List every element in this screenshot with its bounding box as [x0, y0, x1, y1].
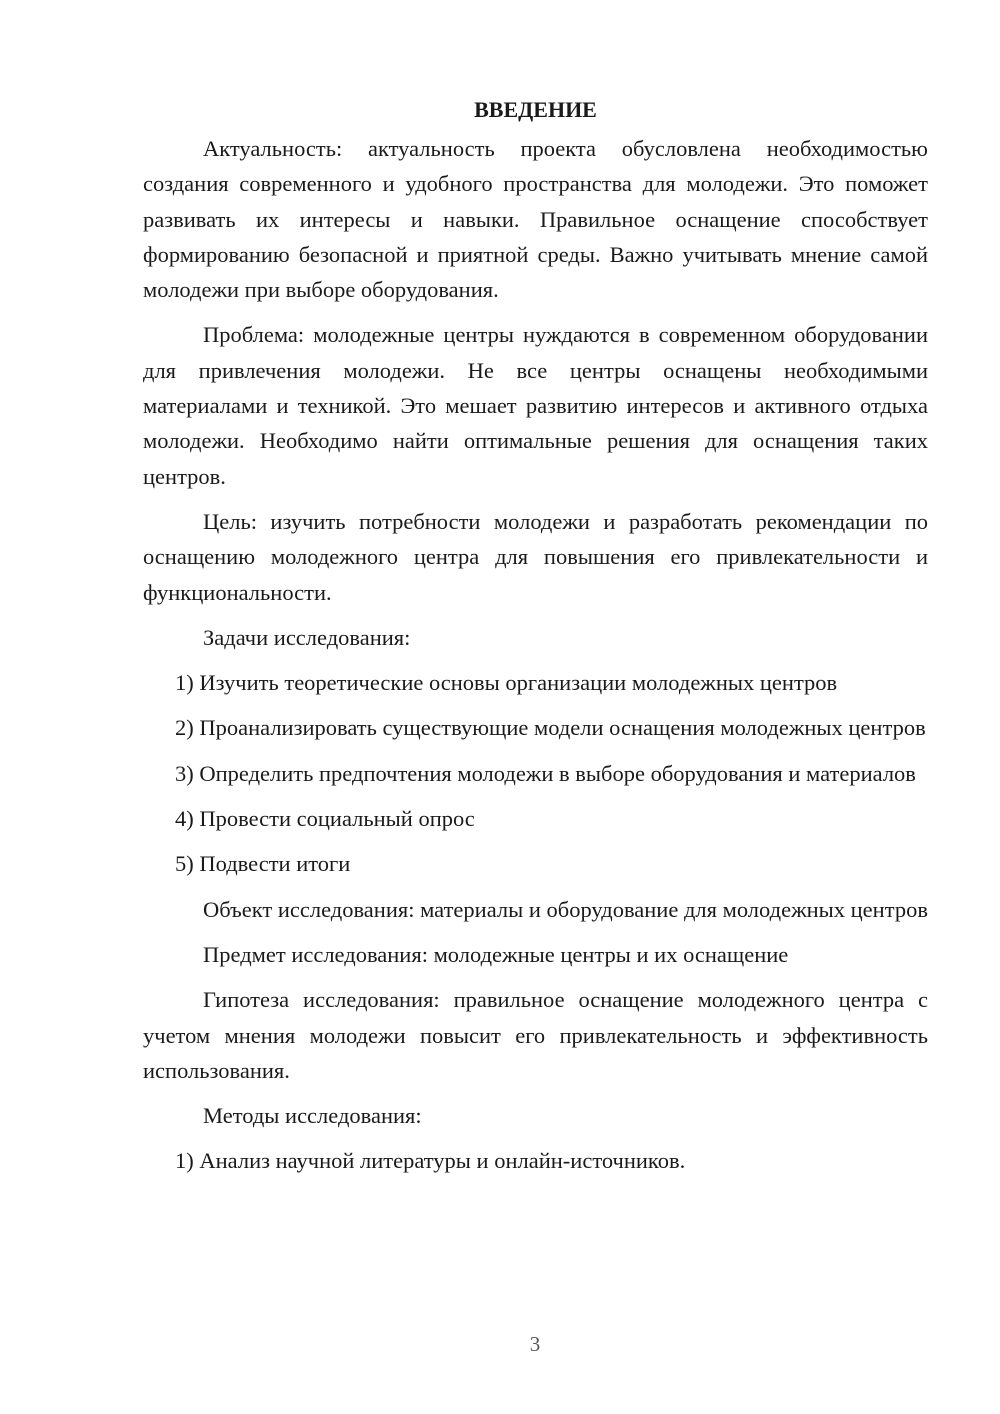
problem-paragraph: Проблема: молодежные центры нуждаются в современном оборудовании для привлечения молодежи. Не все центры оснащены необходимыми материалами и техникой. Это мешает развитию интересов и активного отдыха молодежи. Необходимо найти оптимальные решения для оснащения таких центров. — [143, 322, 928, 489]
task-item: 5) Подвести итоги — [175, 851, 351, 877]
method-item: 1) Анализ научной литературы и онлайн-источников. — [175, 1148, 686, 1174]
page-content — [143, 92, 928, 1189]
methods-title: Методы исследования: — [203, 1103, 422, 1129]
subject-paragraph: Предмет исследования: молодежные центры и их оснащение — [203, 941, 789, 967]
page-number: 3 — [529, 1332, 541, 1356]
goal-paragraph: Цель: изучить потребности молодежи и разработать рекомендации по оснащению молодежного центра для повышения его привлекательности и функциональности. — [143, 508, 928, 605]
task-item: 1) Изучить теоретические основы организации молодежных центров — [175, 670, 838, 696]
tasks-title: Задачи исследования: — [203, 624, 411, 650]
task-item: 2) Проанализировать существующие модели оснащения молодежных центров — [175, 715, 926, 741]
relevance-paragraph: Актуальность: актуальность проекта обусловлена необходимостью создания современного и удобного пространства для молодежи. Это поможет развивать их интересы и навыки. Правильное оснащение способствует формированию безопасной и приятной среды. Важно учитывать мнение самой молодежи при выборе оборудования. — [143, 136, 928, 303]
task-item: 4) Провести социальный опрос — [175, 806, 475, 832]
section-heading: ВВЕДЕНИЕ — [474, 97, 597, 122]
object-paragraph: Объект исследования: материалы и оборудование для молодежных центров — [203, 896, 928, 922]
hypothesis-paragraph: Гипотеза исследования: правильное оснащение молодежного центра с учетом мнения молодежи повысит его привлекательность и эффективность использования. — [143, 987, 928, 1083]
task-item: 3) Определить предпочтения молодежи в выборе оборудования и материалов — [175, 760, 916, 786]
